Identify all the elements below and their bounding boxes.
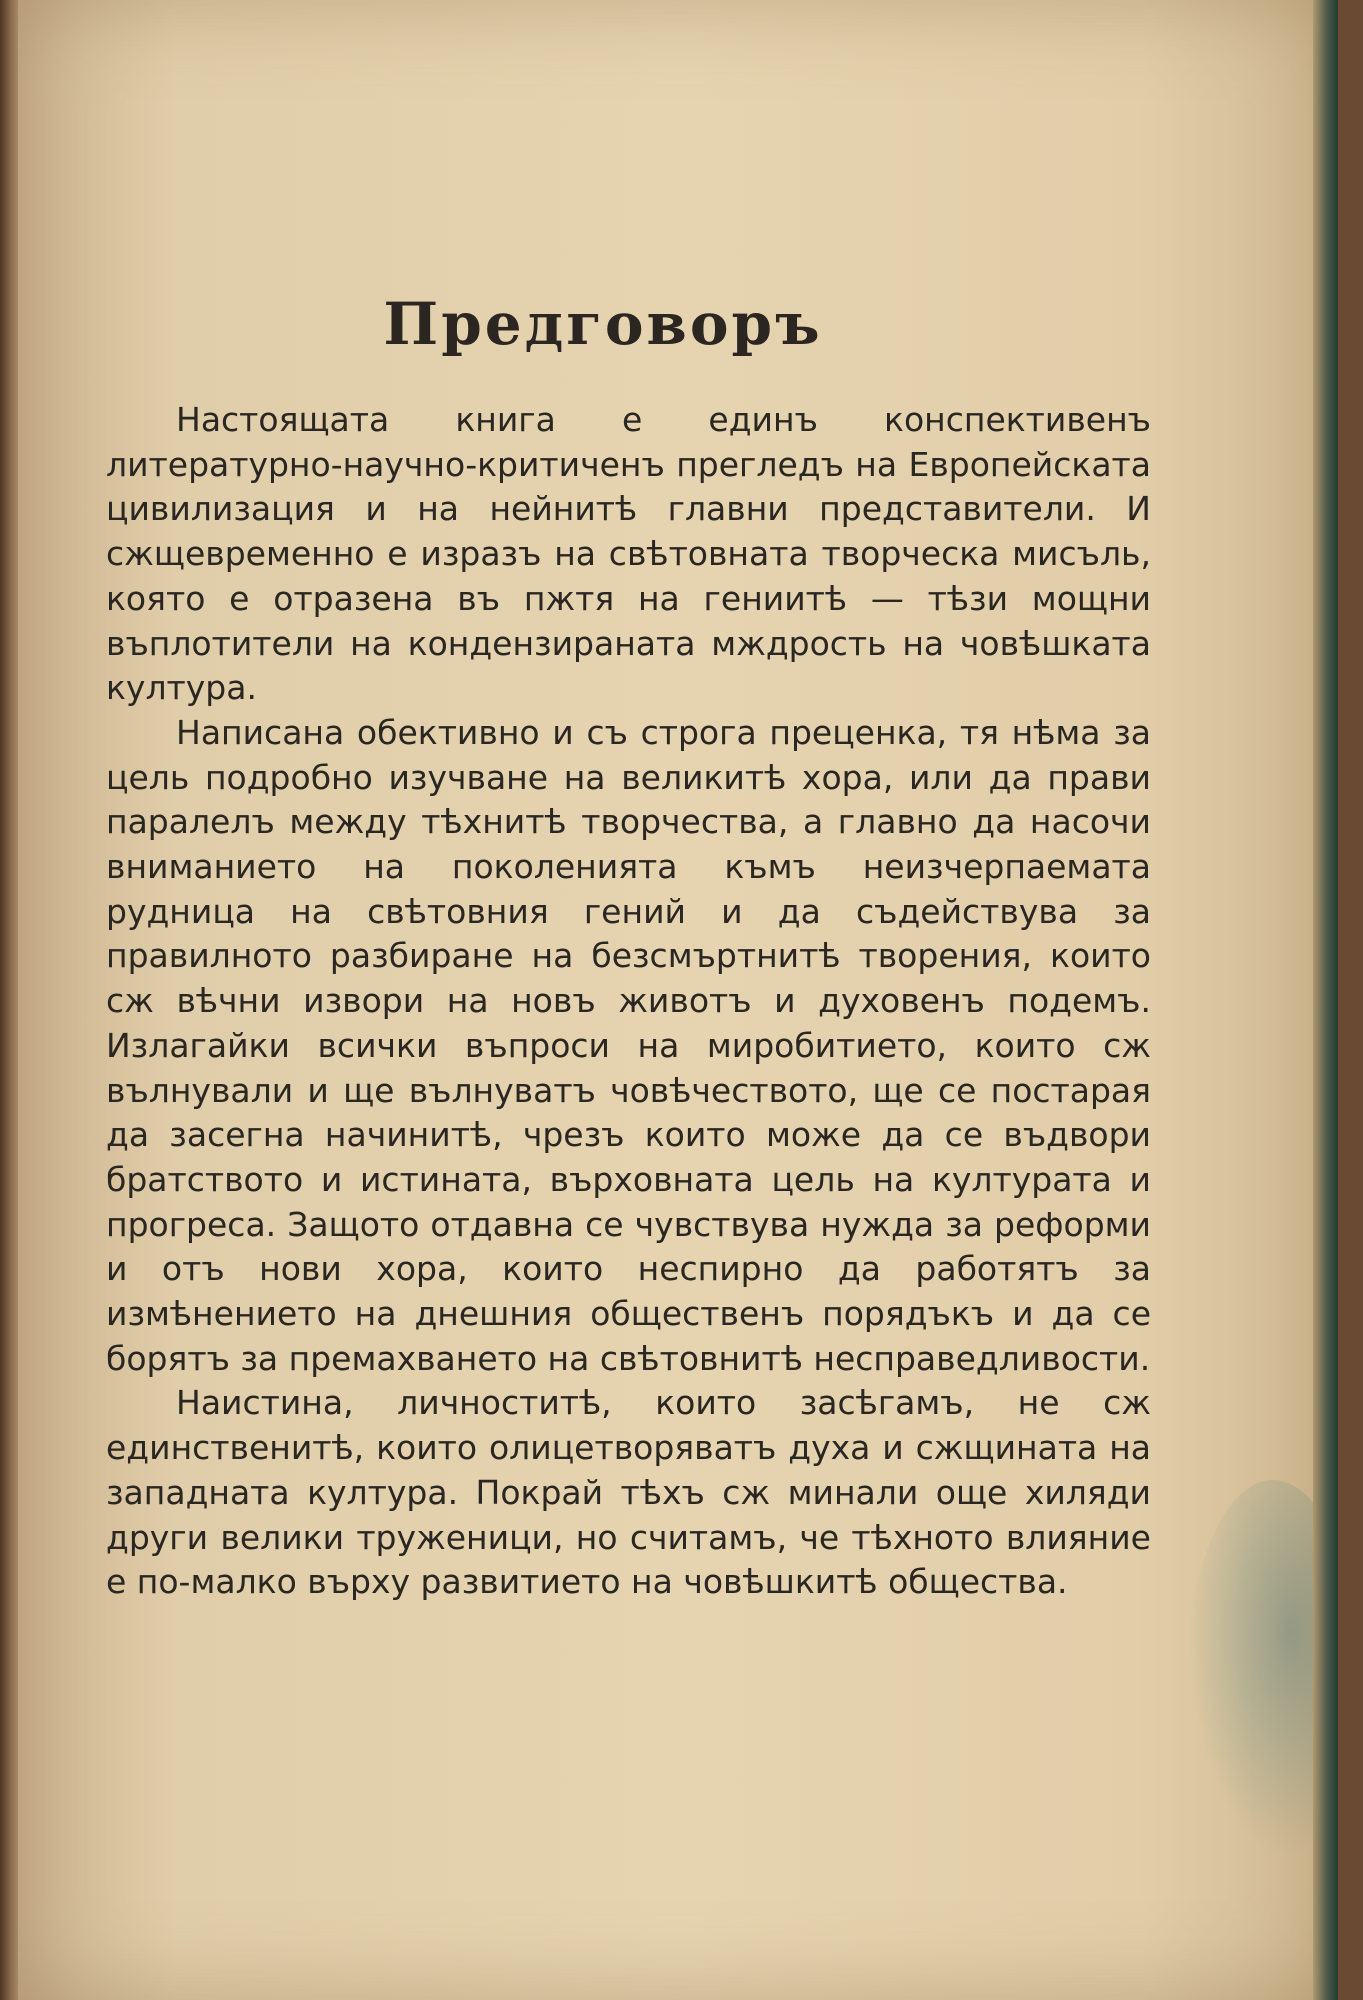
cover-edge (1313, 0, 1338, 2000)
page-title: Предговоръ (383, 290, 823, 358)
book-spine (0, 0, 18, 2000)
body-text (106, 398, 1151, 1605)
paragraph: Настоящата книга е единъ конспективенъ литературно-научно-критиченъ прегледъ на Европейската цивилизация и на нейнитѣ главни представители. И сжщевременно е изразъ на свѣтовната творческа мисъль, която е отразена въ пжтя на гениитѣ — тѣзи мощни въплотители на кондензираната мждрость на човѣшката култура. (106, 400, 1151, 708)
paragraph: Написана обективно и съ строга преценка, тя нѣма за цель подробно изучване на великитѣ хора, или да прави паралелъ между тѣхнитѣ творчества, а главно да насочи вниманието на поколенията къмъ неизчерпаемата рудница на свѣтовния гений и да съдействува за правилното разбиране на безсмъртнитѣ творения, които сж вѣчни извори на новъ животъ и духовенъ подемъ. Излагайки всички въпроси на миробитието, които сж вълнували и ще вълнуватъ човѣчеството, ще се постарая да засегна начинитѣ, чрезъ които може да се въдвори братството и истината, върховната цель на културата и прогреса. Защото отдавна се чувствува нужда за реформи и отъ нови хора, които неспирно да работятъ за измѣнението на днешния общественъ порядъкъ и да се борятъ за премахването на свѣтовнитѣ несправедливости. (106, 712, 1151, 1378)
paragraph: Наистина, личноститѣ, които засѣгамъ, не сж единственитѣ, които олицетворяватъ духа и сжщината на западната култура. Покрай тѣхъ сж минали още хиляди други велики труженици, но считамъ, че тѣхното влияние е по-малко върху развитието на човѣшкитѣ общества. (106, 1383, 1151, 1602)
book-page (18, 0, 1338, 2000)
